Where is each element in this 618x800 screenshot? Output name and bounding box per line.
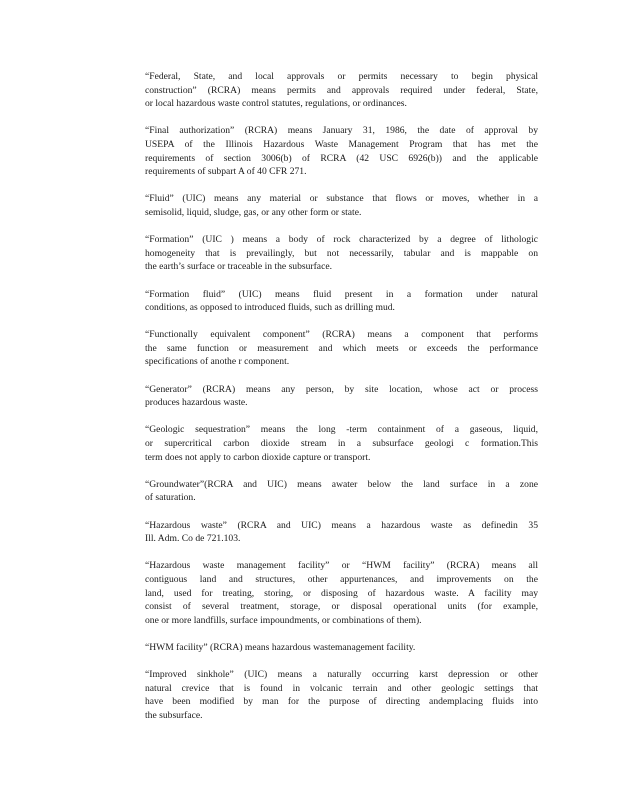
definition-line: “Functionally equivalent component” (RCRA) means a component that performs [145, 329, 538, 341]
definition-paragraph [145, 478, 538, 505]
definition-paragraph [145, 124, 538, 178]
definition-line: USEPA of the Illinois Hazardous Waste Management Program that has met the [145, 138, 538, 150]
definition-line: “Geologic sequestration” means the long -term containment of a gaseous, liquid, [145, 424, 538, 436]
definition-paragraph [145, 423, 538, 464]
definition-line: conditions, as opposed to introduced fluids, such as drilling mud. [145, 302, 395, 314]
definition-paragraph [145, 288, 538, 315]
definition-line: construction” (RCRA) means permits and approvals required under federal, State, [145, 84, 538, 96]
definition-line: “Fluid” (UIC) means any material or substance that flows or moves, whether in a [145, 193, 538, 205]
definition-line: have been modified by man for the purpose of directing andemplacing fluids into [145, 696, 538, 708]
definition-line: contiguous land and structures, other appurtenances, and improvements on the [145, 573, 538, 585]
definition-line: land, used for treating, storing, or disposing of hazardous waste. A facility may [145, 587, 538, 599]
definition-line: specifications of anothe r component. [145, 356, 290, 368]
definition-paragraph [145, 192, 538, 219]
definition-line: “Final authorization” (RCRA) means January 31, 1986, the date of approval by [145, 125, 538, 137]
definition-line: “Federal, State, and local approvals or permits necessary to begin physical [145, 71, 538, 82]
definition-line: or local hazardous waste control statutes, regulations, or ordinances. [145, 98, 407, 110]
definition-paragraph [145, 328, 538, 369]
definition-line: consist of several treatment, storage, or disposal operational units (for example, [145, 601, 538, 613]
definition-line: the subsurface. [145, 709, 203, 721]
definition-paragraph [145, 559, 538, 627]
definition-line: “Hazardous waste” (RCRA and UIC) means a hazardous waste as definedin 35 [145, 519, 538, 531]
definition-line: the earth’s surface or traceable in the subsurface. [145, 261, 332, 273]
definition-paragraph [145, 383, 538, 410]
definition-line: of saturation. [145, 492, 196, 504]
definition-line: natural crevice that is found in volcanic terrain and other geologic settings that [145, 682, 538, 694]
definition-line: one or more landfills, surface impoundments, or combinations of them). [145, 614, 422, 626]
definition-paragraph [145, 70, 538, 111]
definition-line: or supercritical carbon dioxide stream in a subsurface geologi c formation.This [145, 438, 538, 450]
definition-line: “Formation” (UIC ) means a body of rock characterized by a degree of lithologic [145, 234, 538, 246]
definition-line: “Improved sinkhole” (UIC) means a naturally occurring karst depression or other [145, 669, 538, 681]
definition-line: produces hazardous waste. [145, 397, 248, 409]
document-page [145, 70, 538, 736]
definition-line: “Generator” (RCRA) means any person, by site location, whose act or process [145, 383, 538, 395]
definition-line: “Groundwater”(RCRA and UIC) means awater below the land surface in a zone [145, 478, 538, 490]
definition-line: “HWM facility” (RCRA) means hazardous wastemanagement facility. [145, 641, 416, 653]
definition-paragraph [145, 519, 538, 546]
definition-line: requirements of subpart A of 40 CFR 271. [145, 166, 307, 178]
definition-line: “Formation fluid” (UIC) means fluid present in a formation under natural [145, 288, 538, 300]
definition-paragraph [145, 233, 538, 274]
definition-line: the same function or measurement and which meets or exceeds the performance [145, 342, 538, 354]
definition-line: “Hazardous waste management facility” or “HWM facility” (RCRA) means all [145, 560, 538, 572]
definition-paragraph [145, 668, 538, 722]
definition-line: requirements of section 3006(b) of RCRA (42 USC 6926(b)) and the applicable [145, 152, 538, 164]
definition-line: homogeneity that is prevailingly, but not necessarily, tabular and is mappable on [145, 247, 538, 259]
definition-line: term does not apply to carbon dioxide capture or transport. [145, 451, 371, 463]
definition-line: Ill. Adm. Co de 721.103. [145, 533, 241, 545]
definition-paragraph [145, 641, 538, 655]
definition-line: semisolid, liquid, sludge, gas, or any other form or state. [145, 206, 362, 218]
